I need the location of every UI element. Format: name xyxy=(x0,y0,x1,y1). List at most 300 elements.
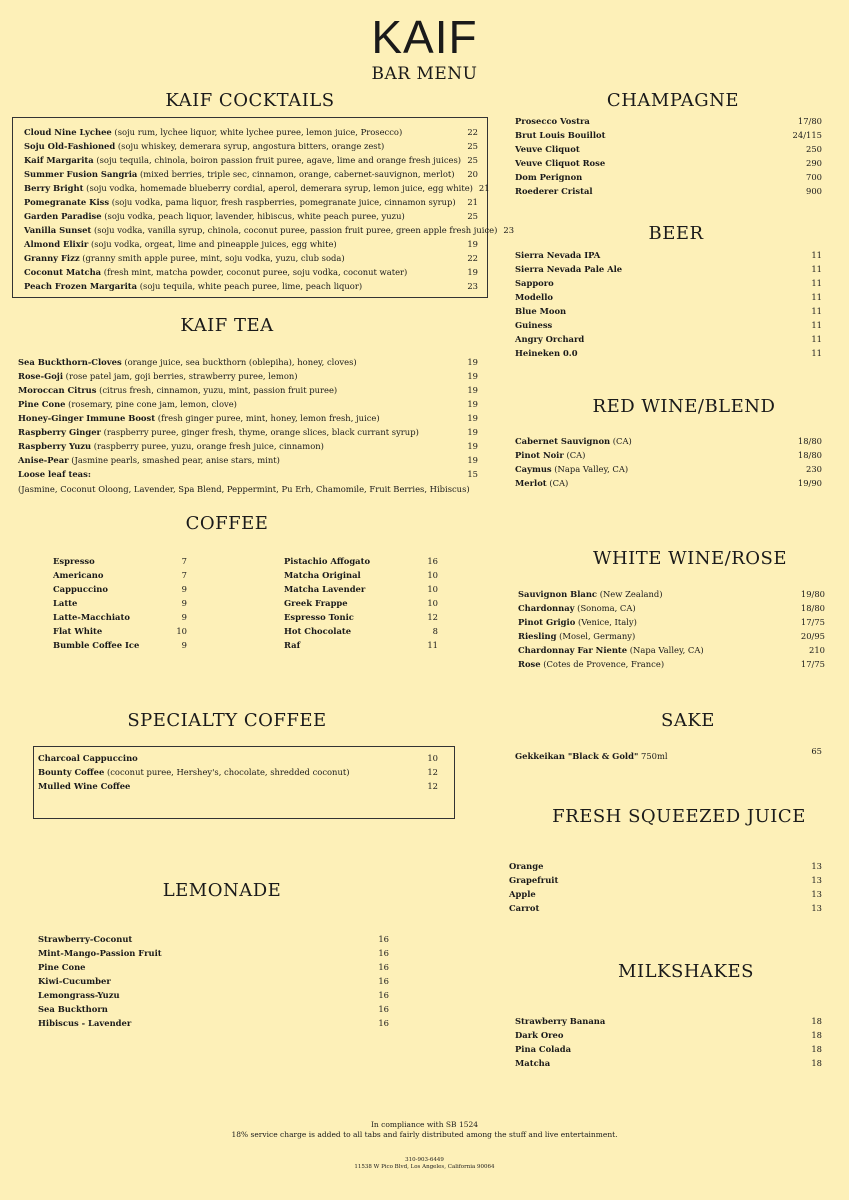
menu-item-text xyxy=(38,988,120,1002)
menu-item xyxy=(38,779,438,793)
menu-item-price: 11 xyxy=(811,292,822,302)
menu-item-text xyxy=(515,476,568,490)
menu-item-text xyxy=(38,765,349,779)
menu-item xyxy=(515,114,822,128)
menu-item-name: Rose-Goji xyxy=(18,371,64,381)
menu-item-name: Lemongrass-Yuzu xyxy=(38,990,120,1000)
menu-item-price: 17/80 xyxy=(797,116,822,126)
menu-item-text xyxy=(18,439,324,453)
menu-item-price: 11 xyxy=(811,348,822,358)
menu-item-price: 10 xyxy=(427,570,438,580)
menu-item-name: Coconut Matcha xyxy=(24,267,102,277)
menu-item xyxy=(38,946,389,960)
menu-item-name: Granny Fizz xyxy=(24,253,80,263)
menu-item-price: 9 xyxy=(181,640,187,650)
menu-item xyxy=(509,859,822,873)
menu-item-text xyxy=(284,638,300,652)
menu-item-name: Veuve Cliquot xyxy=(515,144,580,154)
menu-item xyxy=(38,988,389,1002)
menu-item xyxy=(284,610,438,624)
menu-item-description: (Napa Valley, CA) xyxy=(551,464,629,474)
menu-item-price: 16 xyxy=(378,976,389,986)
menu-item xyxy=(515,142,822,156)
menu-item-text xyxy=(53,596,77,610)
menu-item xyxy=(53,610,187,624)
menu-item-price: 11 xyxy=(811,264,822,274)
menu-item-text xyxy=(18,383,337,397)
sake-item-name: Gekkeikan "Black & Gold" xyxy=(515,751,639,761)
menu-item-price: 10 xyxy=(427,598,438,608)
menu-item xyxy=(515,476,822,490)
menu-item xyxy=(38,974,389,988)
milkshakes-list xyxy=(515,1014,822,1070)
menu-item-name: Loose leaf teas: xyxy=(18,469,91,479)
menu-item xyxy=(24,279,478,293)
menu-item-price: 230 xyxy=(806,464,822,474)
phone-number: 310-903-6449 xyxy=(405,1157,444,1163)
menu-item-text xyxy=(18,355,357,369)
lemonade-heading: LEMONADE xyxy=(162,880,282,901)
menu-item-name: Cloud Nine Lychee xyxy=(24,127,112,137)
menu-item-price: 25 xyxy=(467,155,478,165)
menu-item-text xyxy=(515,318,552,332)
menu-item xyxy=(515,276,822,290)
menu-item xyxy=(18,397,478,411)
menu-item-price: 21 xyxy=(478,183,490,193)
menu-item xyxy=(18,467,478,481)
menu-item-price: 900 xyxy=(806,186,822,196)
menu-item-name: Hibiscus - Lavender xyxy=(38,1018,132,1028)
address: 11538 W Pico Blvd, Los Angeles, California 90064 xyxy=(354,1164,495,1170)
menu-item-text xyxy=(284,596,348,610)
menu-item xyxy=(53,596,187,610)
menu-item-name: Almond Elixir xyxy=(24,239,89,249)
menu-item xyxy=(515,1056,822,1070)
menu-item-price: 8 xyxy=(432,626,438,636)
beer-heading: BEER xyxy=(648,223,704,244)
menu-item-text xyxy=(24,153,461,167)
menu-item xyxy=(24,195,478,209)
menu-item xyxy=(18,411,478,425)
menu-item-name: Riesling xyxy=(518,631,557,641)
menu-item-description: (Venice, Italy) xyxy=(575,617,637,627)
menu-item-name: Charcoal Cappuccino xyxy=(38,753,138,763)
menu-item-price: 10 xyxy=(427,753,438,763)
menu-item-text xyxy=(38,779,130,793)
menu-item-description: (Sonoma, CA) xyxy=(574,603,636,613)
menu-item-name: Sierra Nevada Pale Ale xyxy=(515,264,623,274)
menu-item-text xyxy=(509,887,536,901)
menu-item xyxy=(515,1014,822,1028)
menu-item xyxy=(284,554,438,568)
menu-item-text xyxy=(38,946,162,960)
menu-item xyxy=(38,960,389,974)
menu-item-name: Sapporo xyxy=(515,278,554,288)
menu-item-text xyxy=(515,276,554,290)
menu-item-description: (raspberry puree, ginger fresh, thyme, orange slices, black currant syrup) xyxy=(100,427,419,437)
menu-item-text xyxy=(515,332,584,346)
sake-item-price: 65 xyxy=(811,746,822,756)
menu-item-price: 13 xyxy=(811,903,822,913)
menu-item-name: Blue Moon xyxy=(515,306,567,316)
menu-item-name: Apple xyxy=(509,889,536,899)
menu-item xyxy=(518,601,825,615)
menu-item-description: (CA) xyxy=(546,478,569,488)
menu-item-text xyxy=(18,411,380,425)
menu-item-name: Bumble Coffee Ice xyxy=(53,640,140,650)
menu-item-price: 16 xyxy=(378,990,389,1000)
menu-item xyxy=(284,638,438,652)
menu-item-price: 19 xyxy=(467,267,478,277)
menu-item-name: Hot Chocolate xyxy=(284,626,352,636)
menu-item-price: 11 xyxy=(811,250,822,260)
menu-item-price: 16 xyxy=(378,948,389,958)
service-charge-note: 18% service charge is added to all tabs and fairly distributed among the stuff and live entertainment. xyxy=(231,1130,618,1139)
menu-item xyxy=(53,554,187,568)
menu-item-text xyxy=(515,304,566,318)
menu-item-text xyxy=(518,601,636,615)
menu-item xyxy=(18,383,478,397)
menu-item-name: Roederer Cristal xyxy=(515,186,593,196)
menu-item-name: Sea Buckthorn-Cloves xyxy=(18,357,122,367)
menu-item-text xyxy=(284,582,365,596)
menu-item-text xyxy=(509,901,539,915)
menu-item-price: 19 xyxy=(467,427,478,437)
menu-item-text xyxy=(18,453,280,467)
menu-item xyxy=(18,439,478,453)
menu-item-description: (soju rum, lychee liquor, white lychee puree, lemon juice, Prosecco) xyxy=(111,127,403,137)
menu-item-text xyxy=(18,369,298,383)
menu-item-description: (soju vodka, peach liquor, lavender, hibiscus, white peach puree, yuzu) xyxy=(101,211,405,221)
menu-item-price: 25 xyxy=(467,211,478,221)
menu-item xyxy=(24,139,478,153)
menu-item-price: 11 xyxy=(427,640,438,650)
menu-item-text xyxy=(24,251,345,265)
menu-item-name: Sea Buckthorn xyxy=(38,1004,108,1014)
menu-item-name: Strawberry-Coconut xyxy=(38,934,133,944)
menu-item-name: Pine Cone xyxy=(18,399,66,409)
specialty-coffee-list xyxy=(38,751,438,793)
menu-item-name: Mint-Mango-Passion Fruit xyxy=(38,948,162,958)
menu-item-name: Latte xyxy=(53,598,78,608)
menu-item xyxy=(284,568,438,582)
menu-item xyxy=(515,346,822,360)
menu-item-text xyxy=(53,638,139,652)
menu-item-name: Heineken 0.0 xyxy=(515,348,578,358)
menu-item-price: 11 xyxy=(811,278,822,288)
menu-item-price: 18 xyxy=(811,1058,822,1068)
menu-item-name: Raspberry Yuzu xyxy=(18,441,92,451)
menu-item-price: 22 xyxy=(467,127,478,137)
menu-item-name: Latte-Macchiato xyxy=(53,612,130,622)
menu-item-price: 15 xyxy=(467,469,478,479)
menu-item-text xyxy=(518,629,635,643)
menu-item-price: 19 xyxy=(467,455,478,465)
menu-item xyxy=(284,582,438,596)
menu-item-description: (CA) xyxy=(610,436,632,446)
menu-item-price: 12 xyxy=(427,612,438,622)
menu-item xyxy=(24,125,478,139)
menu-item xyxy=(24,251,478,265)
menu-item-text xyxy=(53,582,108,596)
menu-item xyxy=(284,596,438,610)
champagne-heading: CHAMPAGNE xyxy=(606,90,740,111)
menu-item-price: 17/75 xyxy=(800,617,825,627)
menu-item-price: 16 xyxy=(378,1018,389,1028)
menu-item xyxy=(515,1042,822,1056)
menu-item-price: 17/75 xyxy=(800,659,825,669)
sake-heading: SAKE xyxy=(661,710,715,731)
menu-item-name: Dark Oreo xyxy=(515,1030,564,1040)
menu-item-description: (orange juice, sea buckthorn (oblepiha), honey, cloves) xyxy=(121,357,357,367)
menu-item-text xyxy=(38,960,85,974)
menu-item-description: (rosemary, pine cone jam, lemon, clove) xyxy=(65,399,237,409)
menu-item xyxy=(518,643,825,657)
menu-item-text xyxy=(24,209,405,223)
menu-item-description: (Mosel, Germany) xyxy=(556,631,636,641)
menu-item-price: 16 xyxy=(378,934,389,944)
menu-item xyxy=(518,615,825,629)
white-wine-heading: WHITE WINE/ROSE xyxy=(592,548,788,569)
menu-item-price: 9 xyxy=(181,598,187,608)
menu-item-text xyxy=(24,139,384,153)
menu-item-description: (fresh ginger puree, mint, honey, lemon fresh, juice) xyxy=(155,413,380,423)
menu-item xyxy=(515,434,822,448)
menu-item-text xyxy=(515,1014,605,1028)
menu-item xyxy=(515,262,822,276)
menu-item-name: Chardonnay xyxy=(518,603,575,613)
menu-item-description: (soju tequila, chinola, boiron passion fruit puree, agave, lime and orange fresh juices) xyxy=(93,155,462,165)
menu-item-name: Matcha Original xyxy=(284,570,361,580)
menu-item-price: 18/80 xyxy=(797,436,822,446)
menu-item-text xyxy=(24,125,402,139)
menu-item-text xyxy=(38,1002,108,1016)
menu-item-price: 18 xyxy=(811,1030,822,1040)
menu-item-price: 10 xyxy=(427,584,438,594)
milkshakes-heading: MILKSHAKES xyxy=(618,961,754,982)
menu-item-text xyxy=(518,615,637,629)
menu-item-price: 9 xyxy=(181,584,187,594)
menu-item xyxy=(515,184,822,198)
menu-item xyxy=(18,425,478,439)
champagne-list xyxy=(515,114,822,198)
menu-item-name: Cappuccino xyxy=(53,584,108,594)
menu-item-text xyxy=(24,237,337,251)
menu-item-name: Summer Fusion Sangria xyxy=(24,169,138,179)
menu-item-text xyxy=(18,467,91,481)
menu-item-text xyxy=(515,1042,571,1056)
menu-item-description: (soju vodka, homemade blueberry cordial, aperol, demerara syrup, lemon juice, egg white) xyxy=(83,183,473,193)
menu-item-name: Vanilla Sunset xyxy=(24,225,92,235)
menu-item-text xyxy=(284,568,361,582)
menu-item-text xyxy=(515,346,578,360)
menu-item-name: Greek Frappe xyxy=(284,598,348,608)
menu-item-name: Raf xyxy=(284,640,301,650)
menu-item-price: 22 xyxy=(467,253,478,263)
menu-item-price: 19 xyxy=(467,239,478,249)
menu-item-name: Bounty Coffee xyxy=(38,767,105,777)
menu-item xyxy=(38,1002,389,1016)
menu-item-text xyxy=(515,128,606,142)
menu-item-name: Kiwi-Cucumber xyxy=(38,976,111,986)
tea-list xyxy=(18,355,478,481)
menu-item-text xyxy=(53,554,95,568)
menu-item-description: (soju vodka, pama liquor, fresh raspberries, pomegranate juice, cinnamon syrup) xyxy=(109,197,456,207)
menu-item xyxy=(515,170,822,184)
menu-item-name: Veuve Cliquot Rose xyxy=(515,158,606,168)
menu-item-price: 16 xyxy=(378,1004,389,1014)
menu-item-name: Americano xyxy=(53,570,104,580)
menu-item xyxy=(515,248,822,262)
menu-item-text xyxy=(518,657,664,671)
menu-item-name: Sauvignon Blanc xyxy=(518,589,598,599)
menu-item xyxy=(24,167,478,181)
menu-item xyxy=(53,624,187,638)
menu-item-name: Brut Louis Bouillot xyxy=(515,130,606,140)
menu-item-price: 18/80 xyxy=(797,450,822,460)
menu-item-price: 16 xyxy=(378,962,389,972)
menu-item xyxy=(24,237,478,251)
menu-item-price: 9 xyxy=(181,612,187,622)
menu-item-text xyxy=(18,425,419,439)
menu-item-price: 250 xyxy=(806,144,822,154)
menu-item-name: Anise-Pear xyxy=(18,455,69,465)
menu-item-text xyxy=(515,290,553,304)
menu-item-price: 19/90 xyxy=(797,478,822,488)
menu-item-description: (coconut puree, Hershey's, chocolate, shredded coconut) xyxy=(104,767,350,777)
menu-item xyxy=(509,873,822,887)
menu-item-description: (Jasmine pearls, smashed pear, anise stars, mint) xyxy=(68,455,280,465)
menu-item-text xyxy=(24,223,497,237)
menu-item xyxy=(24,181,490,195)
menu-item xyxy=(518,629,825,643)
menu-item-price: 13 xyxy=(811,875,822,885)
menu-item-price: 11 xyxy=(811,306,822,316)
menu-item-name: Garden Paradise xyxy=(24,211,102,221)
menu-item-price: 13 xyxy=(811,889,822,899)
menu-item-description: (Napa Valley, CA) xyxy=(627,645,704,655)
menu-item-text xyxy=(38,974,111,988)
compliance-note: In compliance with SB 1524 xyxy=(370,1120,479,1129)
menu-item-name: Merlot xyxy=(515,478,547,488)
menu-item xyxy=(515,318,822,332)
juice-heading: FRESH SQUEEZED JUICE xyxy=(552,806,806,827)
menu-item-text xyxy=(515,156,605,170)
menu-item-name: Grapefruit xyxy=(509,875,559,885)
menu-item xyxy=(38,932,389,946)
menu-item-price: 7 xyxy=(181,570,187,580)
menu-item-price: 19 xyxy=(467,399,478,409)
menu-item-text xyxy=(18,397,237,411)
loose-leaf-list: (Jasmine, Coconut Oloong, Lavender, Spa Blend, Peppermint, Pu Erh, Chamomile, Fruit Berries, Hibiscus) xyxy=(18,484,470,494)
coffee-list-col1 xyxy=(53,554,187,652)
menu-item-name: Rose xyxy=(518,659,541,669)
menu-item-name: Pistachio Affogato xyxy=(284,556,371,566)
menu-item-text xyxy=(515,1056,550,1070)
menu-item-name: Cabernet Sauvignon xyxy=(515,436,611,446)
menu-item-description: (CA) xyxy=(563,450,586,460)
beer-list xyxy=(515,248,822,360)
menu-item-text xyxy=(515,262,622,276)
menu-item xyxy=(18,453,478,467)
menu-item xyxy=(38,765,438,779)
menu-item-name: Dom Perignon xyxy=(515,172,583,182)
menu-item-text xyxy=(38,751,138,765)
red-wine-heading: RED WINE/BLEND xyxy=(592,396,776,417)
menu-item-price: 18 xyxy=(811,1044,822,1054)
menu-item-text xyxy=(24,265,407,279)
menu-item-name: Matcha Lavender xyxy=(284,584,366,594)
menu-item-text xyxy=(515,462,628,476)
menu-item-description: (citrus fresh, cinnamon, yuzu, mint, passion fruit puree) xyxy=(96,385,338,395)
menu-item-description: (soju vodka, orgeat, lime and pineapple juices, egg white) xyxy=(88,239,337,249)
menu-item-name: Guiness xyxy=(515,320,553,330)
coffee-list-col2 xyxy=(284,554,438,652)
menu-item xyxy=(53,568,187,582)
menu-item-description: (rose patel jam, goji berries, strawberry puree, lemon) xyxy=(63,371,298,381)
menu-item-text xyxy=(509,873,558,887)
menu-item-price: 19/80 xyxy=(800,589,825,599)
menu-item xyxy=(515,290,822,304)
menu-item xyxy=(24,265,478,279)
menu-item-name: Pina Colada xyxy=(515,1044,572,1054)
menu-item-name: Orange xyxy=(509,861,544,871)
menu-item-description: (raspberry puree, yuzu, orange fresh juice, cinnamon) xyxy=(91,441,324,451)
menu-item-price: 16 xyxy=(427,556,438,566)
menu-item-name: Berry Bright xyxy=(24,183,84,193)
menu-item-name: Raspberry Ginger xyxy=(18,427,101,437)
menu-item-name: Chardonnay Far Niente xyxy=(518,645,628,655)
menu-item xyxy=(515,448,822,462)
menu-item-price: 23 xyxy=(503,225,515,235)
menu-item-description: (soju whiskey, demerara syrup, angostura bitters, orange zest) xyxy=(115,141,385,151)
menu-item-text xyxy=(24,167,455,181)
menu-item-name: Carrot xyxy=(509,903,540,913)
menu-item-price: 19 xyxy=(467,371,478,381)
menu-subtitle: BAR MENU xyxy=(371,64,478,84)
menu-item-price: 18 xyxy=(811,1016,822,1026)
menu-item-price: 12 xyxy=(427,767,438,777)
menu-item-price: 19 xyxy=(467,357,478,367)
menu-item-text xyxy=(515,170,582,184)
specialty-coffee-heading: SPECIALTY COFFEE xyxy=(127,710,327,731)
menu-item-name: Modello xyxy=(515,292,553,302)
menu-item xyxy=(24,223,515,237)
menu-item-price: 24/115 xyxy=(792,130,822,140)
menu-item xyxy=(53,582,187,596)
menu-item-price: 7 xyxy=(181,556,187,566)
red-wine-list xyxy=(515,434,822,490)
menu-item-name: Espresso xyxy=(53,556,95,566)
menu-item-description: (mixed berries, triple sec, cinnamon, orange, cabernet-sauvignon, merlot) xyxy=(137,169,455,179)
menu-item-name: Mulled Wine Coffee xyxy=(38,781,131,791)
menu-item xyxy=(18,355,478,369)
menu-item-price: 18/80 xyxy=(800,603,825,613)
menu-item xyxy=(515,128,822,142)
menu-item-text xyxy=(38,932,132,946)
menu-item-price: 25 xyxy=(467,141,478,151)
menu-item-name: Matcha xyxy=(515,1058,551,1068)
menu-item-name: Soju Old-Fashioned xyxy=(24,141,116,151)
menu-item-price: 11 xyxy=(811,334,822,344)
menu-item-text xyxy=(515,448,585,462)
cocktails-heading: KAIF COCKTAILS xyxy=(165,90,335,111)
menu-item-description: (fresh mint, matcha powder, coconut puree, soju vodka, coconut water) xyxy=(101,267,408,277)
cocktails-list xyxy=(24,125,515,293)
menu-item-description: (soju vodka, vanilla syrup, chinola, coconut puree, passion fruit puree, green apple fresh juice) xyxy=(91,225,498,235)
menu-item xyxy=(509,901,822,915)
menu-item xyxy=(24,153,478,167)
